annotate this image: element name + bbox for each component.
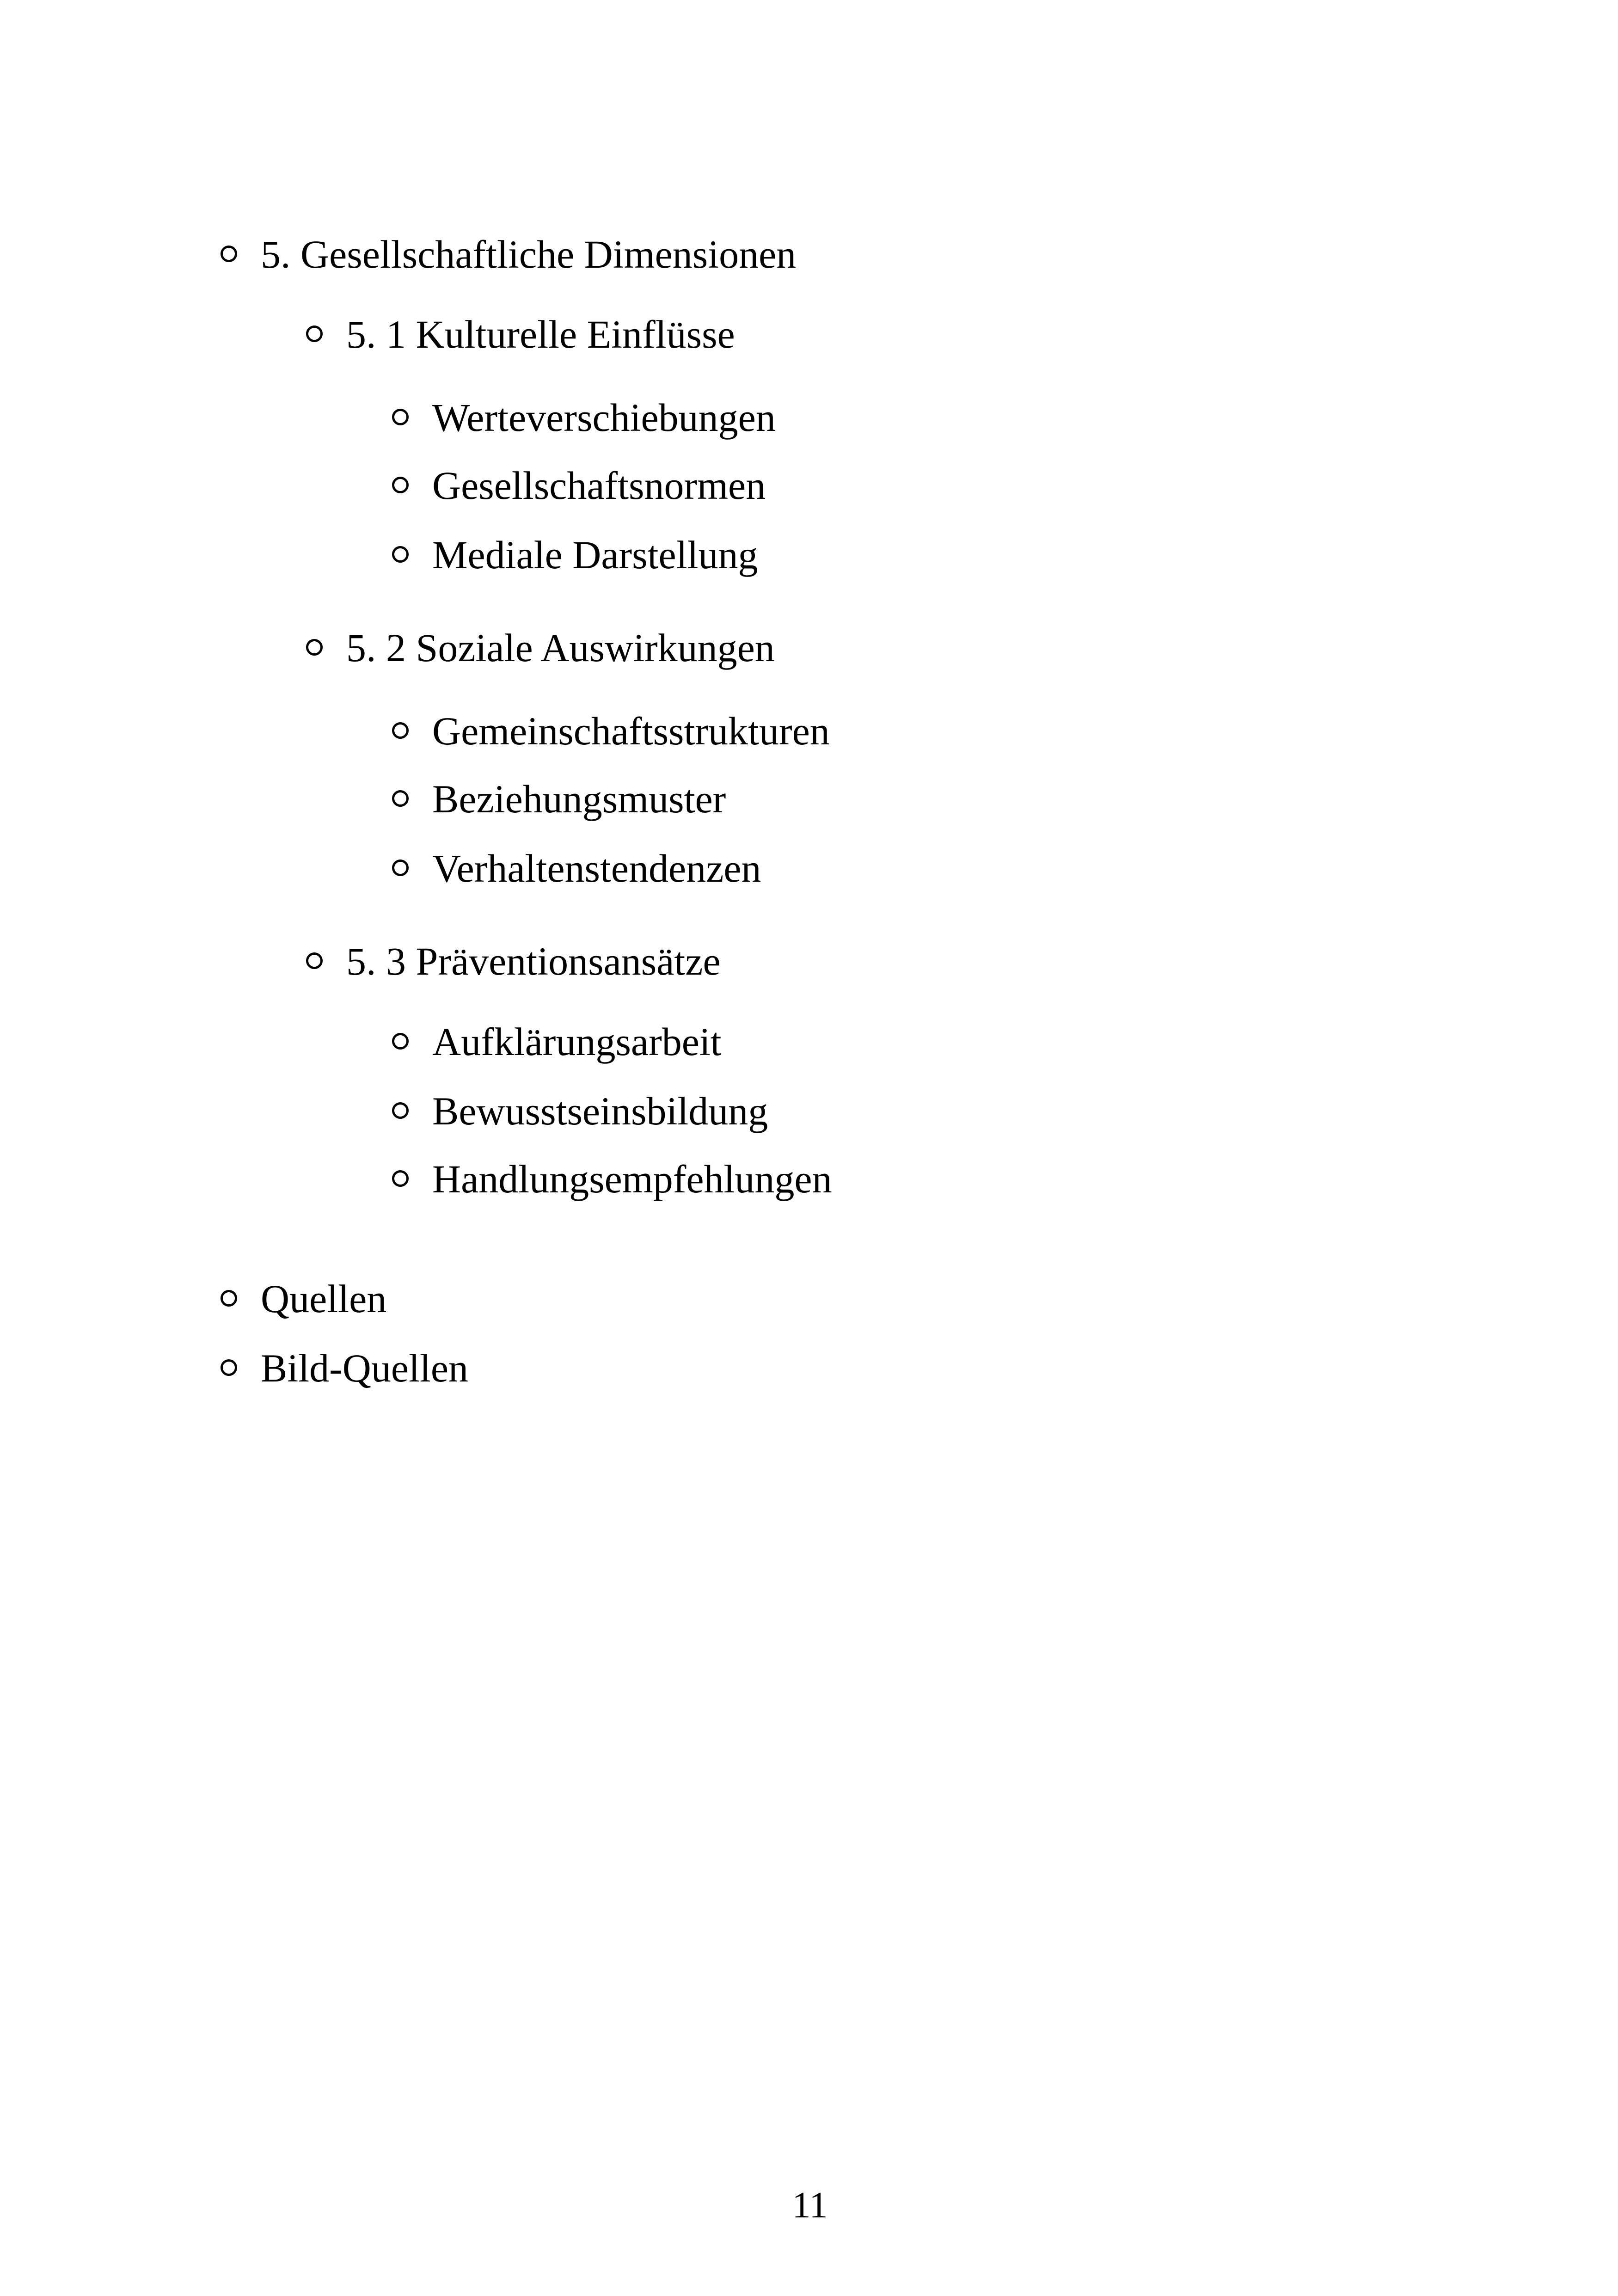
toc-entry-label: 5. 1 Kulturelle Einflüsse — [346, 312, 735, 356]
toc-entry-item[interactable] — [392, 395, 776, 440]
toc-entry-label: Bild-Quellen — [261, 1346, 469, 1390]
circle-bullet-icon — [392, 546, 409, 563]
toc-entry-item[interactable] — [392, 709, 830, 753]
circle-bullet-icon — [392, 1170, 409, 1187]
circle-bullet-icon — [392, 722, 409, 739]
toc-entry-section-5[interactable] — [221, 232, 797, 276]
toc-entry-label: Quellen — [261, 1277, 387, 1321]
circle-bullet-icon — [392, 477, 409, 493]
toc-entry-item[interactable] — [392, 463, 766, 508]
toc-entry-label: Aufklärungsarbeit — [432, 1019, 722, 1064]
circle-bullet-icon — [392, 409, 409, 425]
toc-entry-section-5-3[interactable] — [306, 939, 721, 983]
circle-bullet-icon — [392, 1102, 409, 1119]
circle-bullet-icon — [306, 639, 323, 656]
toc-entry-sources[interactable] — [221, 1277, 387, 1321]
circle-bullet-icon — [392, 790, 409, 807]
toc-entry-item[interactable] — [392, 1157, 832, 1201]
toc-entry-label: Werteverschiebungen — [432, 395, 776, 440]
toc-entry-image-sources[interactable] — [221, 1346, 469, 1390]
toc-entry-label: Beziehungsmuster — [432, 777, 726, 821]
toc-entry-item[interactable] — [392, 846, 761, 890]
circle-bullet-icon — [392, 859, 409, 876]
toc-entry-label: Mediale Darstellung — [432, 533, 758, 577]
circle-bullet-icon — [306, 952, 323, 969]
toc-entry-label: Gesellschaftsnormen — [432, 463, 766, 508]
circle-bullet-icon — [392, 1033, 409, 1050]
toc-entry-item[interactable] — [392, 1019, 722, 1064]
toc-entry-section-5-1[interactable] — [306, 312, 735, 356]
circle-bullet-icon — [306, 325, 323, 342]
toc-entry-label: Gemeinschaftsstrukturen — [432, 709, 830, 753]
toc-entry-label: 5. 2 Soziale Auswirkungen — [346, 626, 775, 670]
toc-entry-label: Handlungsempfehlungen — [432, 1157, 832, 1201]
circle-bullet-icon — [221, 1290, 237, 1307]
page-number: 11 — [792, 2185, 828, 2226]
toc-entry-item[interactable] — [392, 1089, 768, 1133]
toc-entry-label: Verhaltenstendenzen — [432, 846, 761, 890]
circle-bullet-icon — [221, 1359, 237, 1376]
toc-entry-item[interactable] — [392, 533, 758, 577]
toc-entry-label: 5. Gesellschaftliche Dimensionen — [261, 232, 797, 276]
toc-entry-label: 5. 3 Präventionsansätze — [346, 939, 721, 983]
toc-entry-section-5-2[interactable] — [306, 626, 775, 670]
toc-entry-label: Bewusstseinsbildung — [432, 1089, 768, 1133]
circle-bullet-icon — [221, 246, 237, 262]
toc-entry-item[interactable] — [392, 777, 726, 821]
